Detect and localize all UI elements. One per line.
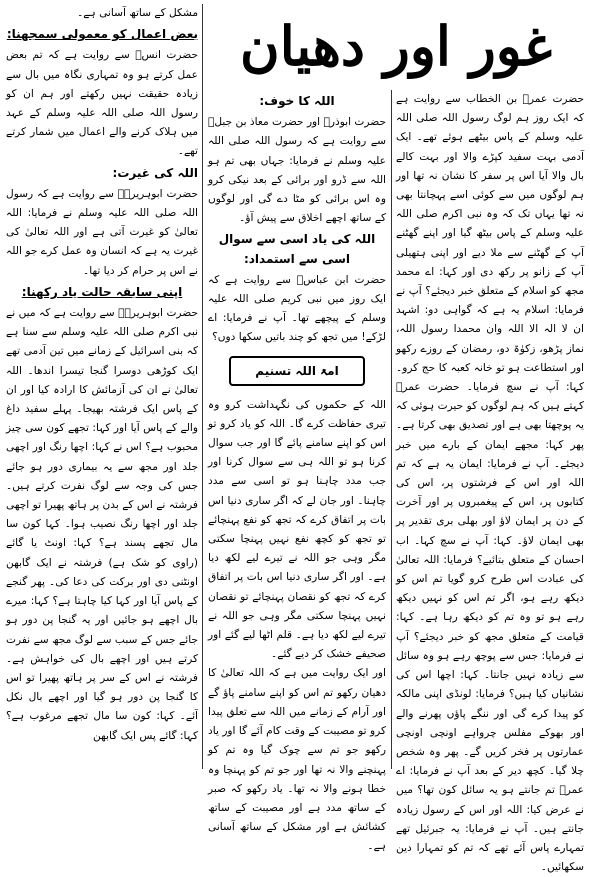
section-heading-minor-deeds: بعض اعمال کو معمولی سمجھنا: bbox=[6, 27, 198, 42]
column-divider bbox=[391, 90, 392, 769]
author-name-box: امۃ اللہ تسنیم bbox=[229, 356, 365, 386]
paragraph: حضرت انسؓ سے روایت ہے کہ تم بعض عمل کرتے ہو وہ تمہاری نگاہ میں بال سے زیادہ حقیقت نہیں رکھتے اور ہم ان کو رسول اللہ صلی اللہ علیہ وسلم کے عہد میں ہلاک کرنے والے اعمال میں شمار کرتے تھے۔ bbox=[6, 49, 198, 158]
article-column-right bbox=[396, 90, 584, 874]
article-column-left bbox=[6, 4, 198, 775]
section-heading-remembrance: اللہ کی یاد اسی سے سوال اسی سے استمداد: bbox=[218, 232, 376, 266]
continued-text: مشکل کے ساتھ آسانی ہے۔ bbox=[77, 7, 198, 19]
paragraph: حضرت ابوذرؓ اور حضرت معاذ بن جبلؓ سے روایت ہے کہ رسول اللہ صلی اللہ علیہ وسلم نے فرمایا: جہاں بھی تم ہو اللہ سے ڈرو اور برائی کے بعد نیکی کرو وہ اس برائی کو مٹا دے گی اور لوگوں کے ساتھ اچھے اخلاق سے پیش آؤ۔ bbox=[208, 116, 386, 225]
paragraph: اور ایک روایت میں ہے کہ اللہ تعالیٰ کا دھیان رکھو تم اس کو اپنے سامنے پاؤ گے اور آرام کے زمانے میں اللہ سے تعلق پیدا کرو تو مصیبت کے وقت کام آئے گا اور یاد رکھو جو تم سے چوک گیا وہ تم کو پہنچنے والا نہ تھا اور جو تم کو پہنچا وہ خطا ہونے والا نہ تھا۔ یاد رکھو کہ صبر کے ساتھ مدد ہے اور مصیبت کے ساتھ کشائش ہے اور مشکل کے ساتھ آسانی ہے۔ bbox=[208, 667, 386, 853]
paragraph: حضرت ابوہریرہؓ سے روایت ہے کہ میں نے نبی اکرم صلی اللہ علیہ وسلم سے سنا ہے کہ بنی اسرائیل کے زمانے میں تین آدمی تھے ایک کوڑھی دوسرا گنجا تیسرا اندھا۔ اللہ تعالیٰ نے ان کی آزمائش کا ارادہ کیا اور ان کے پاس ایک فرشتہ بھیجا۔ پہلے سفید داغ والے کے پاس آیا اور کہا: تجھے کون سی چیز محبوب ہے؟ اس نے کہا: اچھا رنگ اور اچھی جلد اور مجھ سے یہ بیماری دور ہو جائے جس کی وجہ سے لوگ نفرت کرتے ہیں۔ فرشتہ نے اس کے بدن پر ہاتھ پھیرا تو اچھی جلد اور اچھا رنگ نصیب ہوا۔ کہا کون سا مال تجھے پسند ہے؟ کہا: اونٹ یا گائے (راوی کو شک ہے) فرشتہ نے ایک گابھن اونٹنی دی اور برکت کی دعا کی۔ پھر گنجے کے پاس آیا اور کہا کیا چاہتا ہے؟ کہا: میرے بال اچھے ہو جائیں اور یہ گنجا پن دور ہو جائے جس کے سبب سے لوگ مجھ سے نفرت کرتے ہیں اور اچھے بال کی خواہش ہے۔ فرشتہ نے اس کے سر پر ہاتھ پھیرا تو اس کا گنجا پن دور ہو گیا اور اچھے بال نکل آئے۔ کہا: کون سا مال تجھے مرغوب ہے؟ کہا: گائے پس ایک گابھن bbox=[6, 307, 198, 742]
page-title: غور اور دھیان bbox=[240, 14, 552, 78]
section-heading-allahs-jealousy: اللہ کی غیرت: bbox=[112, 165, 198, 180]
paragraph: اللہ کے حکموں کی نگہداشت کرو وہ تیری حفاظت کرے گا۔ اللہ کو یاد کرو تو اس کو اپنے سامنے پائے گا اور جب سوال کرنا ہو تو اللہ ہی سے سوال کرنا اور جب مدد چاہنا ہو تو اسی سے مدد چاہنا۔ اور جان لے کہ اگر ساری دنیا اس بات پر اتفاق کرے کہ تجھ کو نفع پہنچائے تو تجھ کو کچھ نفع نہیں پہنچا سکتی مگر وہی جو اللہ نے تیرے لیے لکھ دیا ہے۔ اور اگر ساری دنیا اس بات پر اتفاق کرے کہ تجھ کو نقصان پہنچائے تو نقصان نہیں پہنچا سکتی مگر وہی جو اللہ نے تیرے لیے لکھ دیا ہے۔ قلم اٹھا لیے گئے اور صحیفے خشک کر دیے گئے۔ bbox=[208, 398, 386, 661]
section-heading-remember-past-state: اپنی سابقہ حالت یاد رکھنا: bbox=[21, 284, 183, 299]
column-divider bbox=[202, 4, 203, 769]
paragraph: حضرت ابن عباسؓ سے روایت ہے کہ ایک روز میں نبی کریم صلی اللہ علیہ وسلم کے پیچھے تھا۔ آپ نے فرمایا: اے لڑکے! میں تجھ کو چند باتیں سکھا دوں؟ bbox=[208, 273, 386, 344]
paragraph: حضرت ابوہریرہؓ سے روایت ہے کہ رسول اللہ صلی اللہ علیہ وسلم نے فرمایا: اللہ تعالیٰ کو غیرت آتی ہے اور اللہ تعالیٰ کی غیرت یہ ہے کہ انسان وہ عمل کرے جو اللہ نے اس پر حرام کر دیا تھا۔ bbox=[6, 187, 198, 277]
article-column-middle bbox=[208, 90, 386, 853]
section-heading-fear-of-allah: اللہ کا خوف: bbox=[259, 94, 335, 108]
hadith-jibril-paragraph: حضرت عمرؓ بن الخطاب سے روایت ہے کہ ایک روز ہم لوگ رسول اللہ صلی اللہ علیہ وسلم کے پاس بیٹھے ہوئے تھے۔ ایک آدمی بہت سفید کپڑے والا اور بہت کالے بال والا آیا اس پر سفر کا نشان نہ تھا اور ہم لوگوں میں سے کوئی اسے پہچانتا بھی نہ تھا یہاں تک کہ وہ نبی اکرم صلی اللہ علیہ وسلم کے پاس بیٹھ گیا اور اپنے گھٹنے آپ کے گھٹنے سے ملا دیے اور اپنی ہتھیلی آپ کے زانو پر رکھ دی اور کہا: اے محمد مجھ کو اسلام کے متعلق خبر دیجئے؟ آپ نے فرمایا: اسلام یہ ہے کہ گواہی دو: اشہد ان لا الہ الا اللہ وان محمدا رسول اللہ، نماز پڑھو، زکوٰۃ دو، رمضان کے روزے رکھو اور استطاعت ہو تو خانہ کعبہ کا حج کرو۔ کہا: آپ نے سچ فرمایا۔ حضرت عمرؓ کہتے ہیں کہ ہم لوگوں کو حیرت ہوئی کہ یہ پوچھتا بھی ہے اور تصدیق بھی کرتا ہے۔ پھر کہا: مجھے ایمان کے بارے میں خبر دیجئے۔ آپ نے فرمایا: ایمان یہ ہے کہ تم اللہ اور اس کے فرشتوں پر، اس کی کتابوں پر، اس کے پیغمبروں پر اور آخرت کے دن پر ایمان لاؤ اور بھلی بری تقدیر پر بھی ایمان لاؤ۔ کہا: آپ نے سچ کہا۔ اب احسان کے متعلق بتائیے؟ فرمایا: اللہ تعالیٰ کی عبادت اس طرح کرو گویا تم اس کو دیکھ رہے ہو، اگر تم اس کو نہیں دیکھ رہے ہو تو وہ تم کو دیکھ رہا ہے۔ کہا: قیامت کے متعلق مجھ کو خبر دیجئے؟ آپ نے فرمایا: جس سے پوچھ رہے ہو وہ سائل سے زیادہ نہیں جانتا۔ کہا: اچھا اس کی نشانیاں کیا ہیں؟ فرمایا: لونڈی اپنی مالکہ کو پیدا کرے گی اور ننگے پاؤں پھرنے والے اور بھوکے مفلس چرواہے اونچی اونچی عمارتوں پر فخر کریں گے۔ پھر وہ شخص چلا گیا۔ کچھ دیر کے بعد آپ نے فرمایا: اے عمرؓ تم جانتے ہو یہ سائل کون تھا؟ میں نے عرض کیا: اللہ اور اس کے رسول زیادہ جانتے ہیں۔ آپ نے فرمایا: یہ جبرئیل تھے تمہارے پاس آئے تھے کہ تم کو تمہارا دین سکھائیں۔ bbox=[396, 93, 584, 874]
